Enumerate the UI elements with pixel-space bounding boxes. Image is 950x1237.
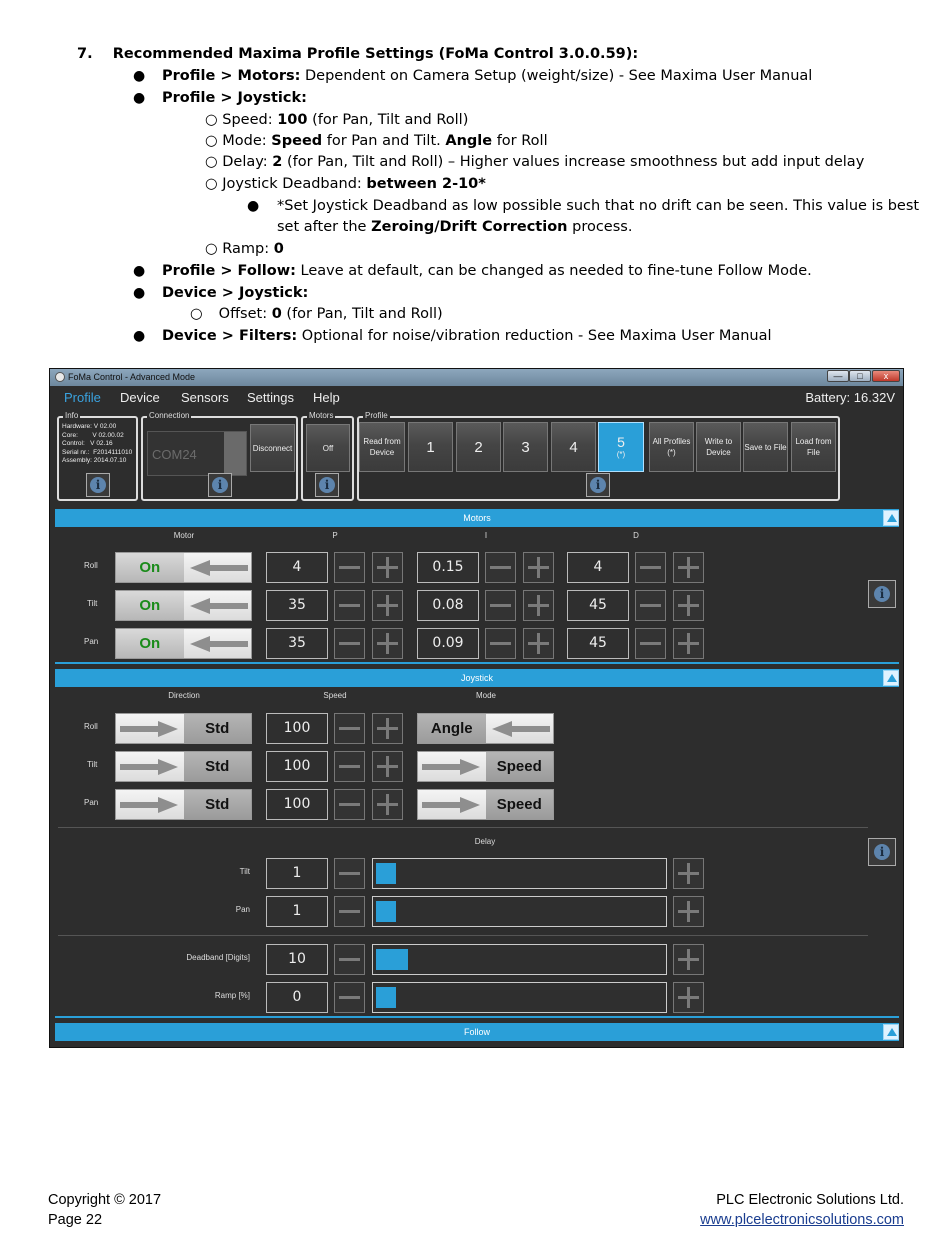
plus-button[interactable] [673, 552, 704, 583]
load-from-file-button[interactable]: Load from File [791, 422, 836, 472]
connection-group-label: Connection [149, 411, 190, 420]
d-input[interactable]: 45 [567, 628, 629, 659]
arrow-right-icon [116, 714, 184, 743]
slider-fill [376, 987, 396, 1008]
motors-section-header[interactable] [55, 509, 899, 527]
filters-item: Device > Filters: Optional for noise/vibration reduction - See Maxima User Manual [162, 328, 772, 344]
profile-group-label: Profile [365, 411, 388, 420]
deadband-label: Deadband [Digits] [186, 953, 250, 962]
app-icon [55, 372, 65, 382]
direction-toggle-roll[interactable] [115, 713, 252, 744]
deadband-note-line1: *Set Joystick Deadband as low possible such that no drift can be seen. This value is best [277, 198, 920, 214]
menu-profile[interactable]: Profile [64, 390, 101, 405]
arrow-left-icon [184, 591, 252, 620]
plus-button[interactable] [673, 628, 704, 659]
ramp-label: Ramp [%] [214, 991, 250, 1000]
direction-toggle-pan[interactable] [115, 789, 252, 820]
info-group [57, 411, 138, 501]
minus-button[interactable] [485, 628, 516, 659]
delay-slider[interactable] [372, 858, 667, 889]
mode-toggle-roll[interactable] [417, 713, 554, 744]
motor-toggle-roll[interactable] [115, 552, 252, 583]
disconnect-button[interactable]: Disconnect [250, 424, 295, 472]
device-joystick-item: Device > Joystick: [162, 285, 309, 301]
plus-button[interactable] [372, 552, 403, 583]
ramp-slider[interactable] [372, 982, 667, 1013]
write-to-device-button[interactable]: Write to Device [696, 422, 741, 472]
follow-item: Profile > Follow: Leave at default, can be changed as needed to fine-tune Follow Mode. [162, 263, 812, 279]
motor-row-label: Tilt [87, 599, 98, 608]
read-from-device-button[interactable]: Read from Device [359, 422, 405, 472]
joystick-row-label: Pan [84, 798, 99, 807]
minus-button[interactable] [334, 552, 365, 583]
speed-item: ○ Speed: 100 (for Pan, Tilt and Roll) [205, 112, 469, 128]
page-number: Page 22 [48, 1212, 103, 1228]
menu-bar [50, 386, 903, 410]
speed-input[interactable]: 100 [266, 789, 328, 820]
menu-device[interactable]: Device [120, 390, 160, 405]
col-header-i: I [484, 531, 488, 540]
minimize-button[interactable]: — [827, 370, 849, 382]
motor-state-label: On [116, 553, 184, 582]
follow-section-title: Follow [463, 1027, 490, 1037]
minus-button[interactable] [334, 628, 365, 659]
profile-info-button[interactable] [586, 473, 610, 497]
com-port-value: COM24 [152, 447, 197, 462]
section-divider [55, 662, 899, 664]
collapse-up-icon[interactable] [883, 670, 899, 686]
firmware-info: Hardware: V 02.00 Core: V 02.00.02 Control: V 02.16 Serial nr.: F2014111010 Assembly: 2014.07.10 [62, 423, 133, 465]
plus-button[interactable] [673, 982, 704, 1013]
profile-5-label: 5 [617, 434, 625, 450]
motors-off-button[interactable]: Off [306, 424, 350, 472]
motors-item: Profile > Motors: Dependent on Camera Setup (weight/size) - See Maxima User Manual [162, 68, 813, 84]
i-input[interactable]: 0.08 [417, 590, 479, 621]
speed-input[interactable]: 100 [266, 751, 328, 782]
delay-slider[interactable] [372, 896, 667, 927]
delay-input[interactable]: 1 [266, 858, 328, 889]
info-icon: i [319, 477, 335, 493]
slider-fill [376, 863, 396, 884]
direction-label: Std [184, 714, 252, 743]
all-profiles-button[interactable]: All Profiles (*) [649, 422, 694, 472]
direction-label: Std [184, 752, 252, 781]
joystick-section-info-button[interactable] [868, 838, 896, 866]
d-input[interactable]: 4 [567, 552, 629, 583]
minus-button[interactable] [635, 628, 666, 659]
slider-fill [376, 901, 396, 922]
mode-toggle-pan[interactable] [417, 789, 554, 820]
minus-button[interactable] [334, 751, 365, 782]
plus-button[interactable] [673, 944, 704, 975]
profile-2-button[interactable]: 2 [456, 422, 501, 472]
deadband-slider[interactable] [372, 944, 667, 975]
col-header-p: P [332, 531, 338, 540]
col-header-d: D [633, 531, 639, 540]
plus-button[interactable] [673, 896, 704, 927]
offset-item: ○ Offset: 0 (for Pan, Tilt and Roll) [190, 306, 443, 322]
minus-button[interactable] [485, 552, 516, 583]
minus-button[interactable] [334, 590, 365, 621]
plus-button[interactable] [673, 590, 704, 621]
delay-item: ○ Delay: 2 (for Pan, Tilt and Roll) – Higher values increase smoothness but add input delay [205, 154, 865, 170]
profile-1-button[interactable]: 1 [408, 422, 453, 472]
collapse-up-icon[interactable] [883, 510, 899, 526]
motors-info-button[interactable] [315, 473, 339, 497]
arrow-right-icon [116, 752, 184, 781]
plus-button[interactable] [673, 858, 704, 889]
company-name: PLC Electronic Solutions Ltd. [716, 1192, 904, 1208]
chevron-down-icon [224, 432, 246, 475]
minus-button[interactable] [334, 858, 365, 889]
window-title: FoMa Control - Advanced Mode [68, 372, 196, 382]
motors-section-title: Motors [463, 513, 491, 523]
minus-button[interactable] [485, 590, 516, 621]
plus-button[interactable] [523, 552, 554, 583]
profile-4-button[interactable]: 4 [551, 422, 596, 472]
p-input[interactable]: 4 [266, 552, 328, 583]
arrow-left-icon [184, 553, 252, 582]
ramp-input[interactable]: 0 [266, 982, 328, 1013]
plus-button[interactable] [523, 590, 554, 621]
info-button[interactable] [86, 473, 110, 497]
heading-number: 7. [77, 46, 93, 62]
connection-info-button[interactable] [208, 473, 232, 497]
deadband-note-line2: set after the Zeroing/Drift Correction process. [277, 219, 633, 235]
delay-input[interactable]: 1 [266, 896, 328, 927]
minus-button[interactable] [334, 789, 365, 820]
arrow-right-icon [418, 790, 486, 819]
info-icon: i [874, 844, 890, 860]
copyright: Copyright © 2017 [48, 1192, 162, 1208]
mode-label: Speed [486, 790, 554, 819]
foma-control-window [49, 368, 904, 1048]
battery-status: Battery: 16.32V [805, 390, 895, 405]
deadband-item: ○ Joystick Deadband: between 2-10* [205, 176, 486, 192]
motor-toggle-tilt[interactable] [115, 590, 252, 621]
divider [58, 827, 868, 828]
d-input[interactable]: 45 [567, 590, 629, 621]
follow-section-header[interactable] [55, 1023, 899, 1041]
delay-header: Delay [474, 837, 496, 846]
arrow-right-icon [116, 790, 184, 819]
plus-button[interactable] [372, 751, 403, 782]
p-input[interactable]: 35 [266, 628, 328, 659]
motors-section-info-button[interactable] [868, 580, 896, 608]
motor-state-label: On [116, 629, 184, 658]
info-icon: i [874, 586, 890, 602]
profile-5-button[interactable] [598, 422, 644, 472]
p-input[interactable]: 35 [266, 590, 328, 621]
title-bar [50, 369, 903, 386]
info-icon: i [90, 477, 106, 493]
motors-group-label: Motors [309, 411, 334, 420]
minus-button[interactable] [334, 713, 365, 744]
menu-help[interactable]: Help [313, 390, 340, 405]
joystick-item: Profile > Joystick: [162, 90, 307, 106]
info-group-label: Info [65, 411, 79, 420]
i-input[interactable]: 0.09 [417, 628, 479, 659]
menu-sensors[interactable]: Sensors [181, 390, 229, 405]
close-button[interactable]: x [872, 370, 900, 382]
collapse-up-icon[interactable] [883, 1024, 899, 1040]
joystick-section-header[interactable] [55, 669, 899, 687]
delay-row-label: Tilt [239, 867, 250, 876]
motor-row-label: Pan [84, 637, 99, 646]
info-icon: i [590, 477, 606, 493]
motor-state-label: On [116, 591, 184, 620]
divider [58, 935, 868, 936]
mode-item: ○ Mode: Speed for Pan and Tilt. Angle for Roll [205, 133, 548, 149]
com-port-select[interactable] [147, 431, 247, 476]
joystick-row-label: Tilt [87, 760, 98, 769]
arrow-left-icon [184, 629, 252, 658]
direction-toggle-tilt[interactable] [115, 751, 252, 782]
connection-group [141, 411, 298, 501]
speed-input[interactable]: 100 [266, 713, 328, 744]
arrow-left-icon [486, 714, 554, 743]
plus-button[interactable] [372, 590, 403, 621]
col-header-motor: Motor [173, 531, 195, 540]
ramp-item: ○ Ramp: 0 [205, 241, 284, 257]
info-icon: i [212, 477, 228, 493]
col-header-mode: Mode [475, 691, 496, 700]
col-header-speed: Speed [323, 691, 347, 700]
plus-button[interactable] [523, 628, 554, 659]
plus-button[interactable] [372, 628, 403, 659]
joystick-section-title: Joystick [460, 673, 493, 683]
arrow-right-icon [418, 752, 486, 781]
maximize-button[interactable]: □ [849, 370, 871, 382]
menu-settings[interactable]: Settings [247, 390, 294, 405]
profile-5-modified-mark: (*) [616, 450, 626, 459]
plus-button[interactable] [372, 789, 403, 820]
mode-toggle-tilt[interactable] [417, 751, 554, 782]
delay-row-label: Pan [235, 905, 250, 914]
mode-label: Speed [486, 752, 554, 781]
minus-button[interactable] [334, 896, 365, 927]
section-divider [55, 1016, 899, 1018]
heading-text: Recommended Maxima Profile Settings (FoMa Control 3.0.0.59): [112, 46, 639, 62]
mode-label: Angle [418, 714, 486, 743]
motor-row-label: Roll [84, 561, 98, 570]
direction-label: Std [184, 790, 252, 819]
minus-button[interactable] [635, 590, 666, 621]
col-header-direction: Direction [168, 691, 200, 700]
profile-3-button[interactable]: 3 [503, 422, 548, 472]
save-to-file-button[interactable]: Save to File [743, 422, 788, 472]
deadband-input[interactable]: 10 [266, 944, 328, 975]
website-link[interactable]: www.plcelectronicsolutions.com [700, 1212, 904, 1228]
profile-group [357, 411, 840, 501]
minus-button[interactable] [635, 552, 666, 583]
slider-fill [376, 949, 408, 970]
minus-button[interactable] [334, 982, 365, 1013]
section-heading [77, 44, 638, 66]
joystick-row-label: Roll [84, 722, 98, 731]
plus-button[interactable] [372, 713, 403, 744]
minus-button[interactable] [334, 944, 365, 975]
motors-group [301, 411, 354, 501]
i-input[interactable]: 0.15 [417, 552, 479, 583]
motor-toggle-pan[interactable] [115, 628, 252, 659]
